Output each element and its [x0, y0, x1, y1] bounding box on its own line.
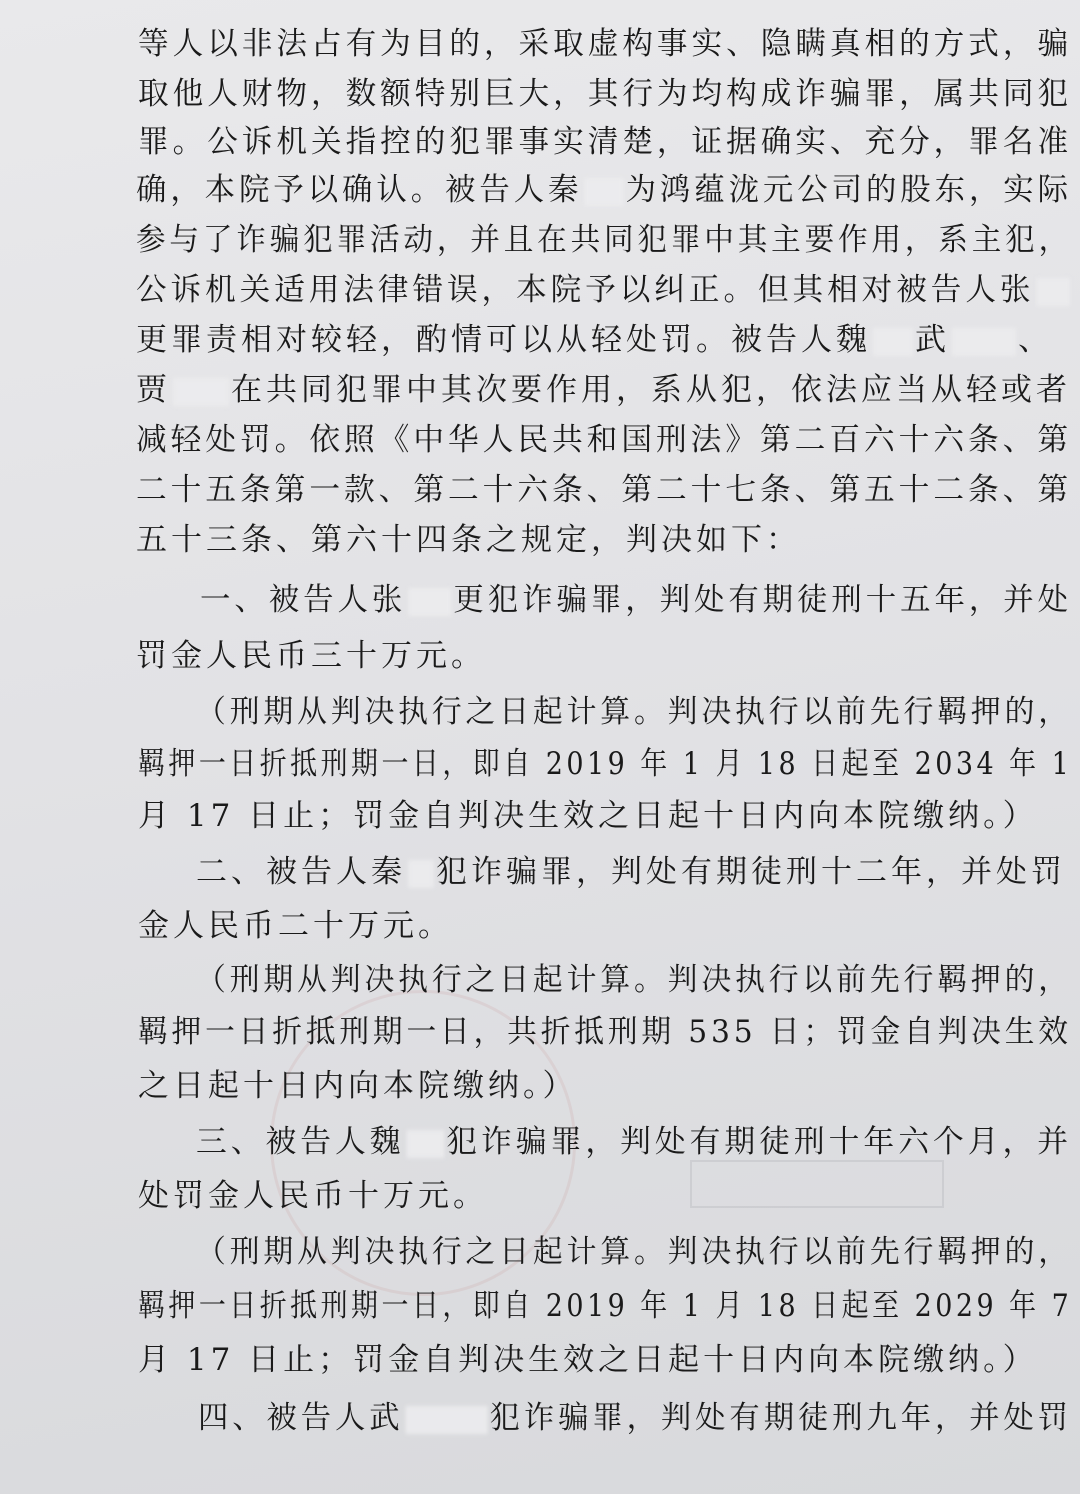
text-segment: 五十三条、第六十四条之规定，判决如下：	[136, 522, 801, 558]
text-line	[138, 1012, 1072, 1052]
text-segment: 犯诈骗罪，判处有期徒刑九年，并处罚	[489, 1400, 1072, 1436]
text-line	[138, 1340, 1038, 1380]
text-segment: 四、被告人武	[198, 1400, 404, 1436]
text-segment: 羁押一日折抵刑期一日，即自 2019 年 1 月 18 日起至 2029 年 7	[138, 1288, 1073, 1324]
text-segment: 羁押一日折抵刑期一日，共折抵刑期 535 日；罚金自判决生效	[138, 1014, 1072, 1050]
text-segment: 为鸿蕴泷元公司的股东，实际	[625, 172, 1072, 208]
text-segment: 羁押一日折抵刑期一日，即自 2019 年 1 月 18 日起至 2034 年 1	[138, 746, 1073, 782]
text-segment: 月 17 日止；罚金自判决生效之日起十日内向本院缴纳。）	[138, 1342, 1038, 1378]
text-segment: 更犯诈骗罪，判处有期徒刑十五年，并处	[453, 582, 1073, 618]
text-segment: 、	[1018, 322, 1053, 358]
text-segment: 在共同犯罪中其次要作用，系从犯，依法应当从轻或者	[231, 372, 1071, 408]
text-segment: 三、被告人魏	[196, 1124, 405, 1160]
text-line	[136, 320, 1053, 360]
text-line	[138, 24, 1072, 64]
text-segment: 金人民币二十万元。	[138, 908, 453, 944]
text-line	[138, 1066, 578, 1106]
text-line	[200, 580, 1072, 620]
text-segment: 参与了诈骗犯罪活动，并且在共同犯罪中其主要作用，系主犯，	[136, 222, 1072, 258]
redaction-blur	[407, 1130, 445, 1158]
text-line	[136, 170, 1072, 210]
verification-stamp-ghost	[690, 1160, 944, 1208]
text-segment: 武	[915, 322, 950, 358]
text-segment: 罪。公诉机关指控的犯罪事实清楚，证据确实、充分，罪名准	[138, 124, 1073, 160]
text-segment: （刑期从判决执行之日起计算。判决执行以前先行羁押的，	[196, 962, 1072, 998]
redaction-blur	[952, 328, 1016, 356]
text-line	[138, 906, 453, 946]
text-line	[196, 1122, 1072, 1162]
redaction-blur	[405, 1406, 487, 1434]
text-segment: 处罚金人民币十万元。	[138, 1178, 488, 1214]
text-line	[136, 636, 486, 676]
redaction-blur	[873, 328, 913, 356]
text-line	[136, 520, 801, 560]
redaction-blur	[173, 378, 229, 406]
text-segment: 更罪责相对较轻，酌情可以从轻处罚。被告人魏	[136, 322, 871, 358]
text-segment: 等人以非法占有为目的，采取虚构事实、隐瞒真相的方式，骗	[138, 26, 1073, 62]
text-segment: 二、被告人秦	[196, 854, 406, 890]
text-line	[136, 470, 1072, 510]
text-line	[196, 1232, 1072, 1272]
text-line	[196, 692, 1072, 732]
text-segment: 贾	[136, 372, 171, 408]
text-line	[138, 1286, 1072, 1326]
redaction-blur	[1036, 278, 1070, 306]
text-segment: （刑期从判决执行之日起计算。判决执行以前先行羁押的，	[196, 1234, 1072, 1270]
text-line	[136, 220, 1072, 260]
text-line	[136, 270, 1072, 310]
text-segment: 犯诈骗罪，判处有期徒刑十年六个月，并	[446, 1124, 1073, 1160]
text-line	[138, 796, 1038, 836]
redaction-blur	[408, 860, 434, 888]
text-line	[138, 1176, 488, 1216]
text-segment: 二十五条第一款、第二十六条、第二十七条、第五十二条、第	[136, 472, 1073, 508]
text-segment: 一、被告人张	[200, 582, 407, 618]
text-line	[136, 370, 1071, 410]
text-segment: 确，本院予以确认。被告人秦	[136, 172, 583, 208]
text-line	[198, 1398, 1072, 1438]
text-segment: 取他人财物，数额特别巨大，其行为均构成诈骗罪，属共同犯	[138, 76, 1073, 112]
redaction-blur	[408, 588, 451, 616]
text-segment: 之日起十日内向本院缴纳。）	[138, 1068, 578, 1104]
text-segment: （刑期从判决执行之日起计算。判决执行以前先行羁押的，	[196, 694, 1072, 730]
text-line	[138, 122, 1072, 162]
text-line	[138, 74, 1072, 114]
text-segment: 月 17 日止；罚金自判决生效之日起十日内向本院缴纳。）	[138, 798, 1038, 834]
text-line	[136, 420, 1072, 460]
text-line	[196, 960, 1072, 1000]
text-line	[138, 744, 1072, 784]
redaction-blur	[584, 178, 623, 206]
text-segment: 公诉机关适用法律错误，本院予以纠正。但其相对被告人张	[136, 272, 1035, 308]
text-line	[196, 852, 1066, 892]
text-segment: 减轻处罚。依照《中华人民共和国刑法》第二百六十六条、第	[136, 422, 1073, 458]
text-segment: 罚金人民币三十万元。	[136, 638, 486, 674]
text-segment: 犯诈骗罪，判处有期徒刑十二年，并处罚	[436, 854, 1066, 890]
